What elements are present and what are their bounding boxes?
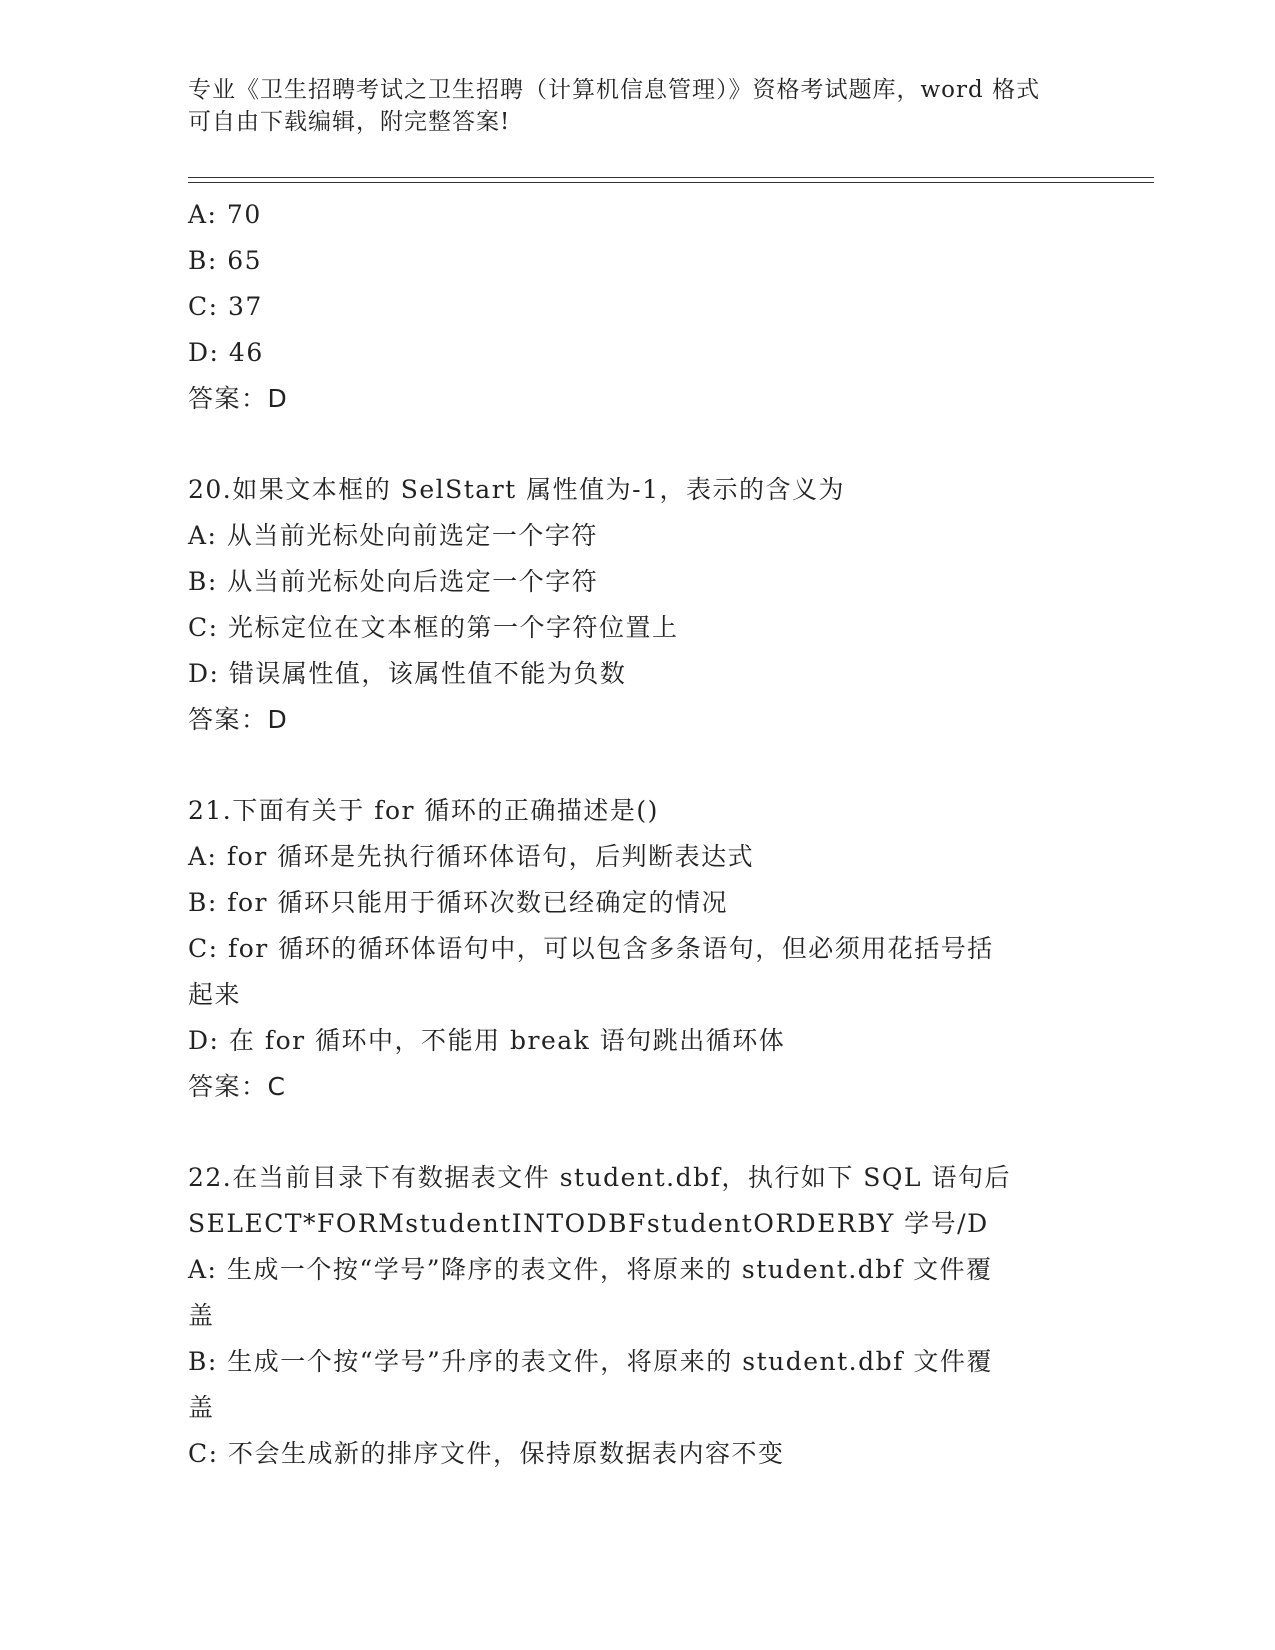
header-divider-bottom	[188, 182, 1154, 183]
option-c-line-1: C: for 循环的循环体语句中，可以包含多条语句，但必须用花括号括	[188, 934, 994, 963]
option-b: B: 65	[188, 246, 263, 275]
option-a-line-2: 盖	[188, 1301, 215, 1330]
option-d: D: 在 for 循环中，不能用 break 语句跳出循环体	[188, 1026, 786, 1055]
question-21	[188, 788, 1088, 1110]
option-c-line-2: 起来	[188, 980, 242, 1009]
question-spacer	[188, 1110, 1088, 1155]
question-list	[188, 192, 1088, 1477]
option-b-line-1: B: 生成一个按“学号”升序的表文件，将原来的 student.dbf 文件覆	[188, 1347, 993, 1376]
option-d: D: 46	[188, 338, 264, 367]
header-title-line-2: 可自由下载编辑，附完整答案!	[188, 109, 511, 135]
question-text-line-1: 22.在当前目录下有数据表文件 student.dbf，执行如下 SQL 语句后	[188, 1163, 1011, 1192]
option-a: A: 从当前光标处向前选定一个字符	[188, 521, 598, 550]
answer-line: 答案：D	[188, 384, 289, 413]
option-a: A: for 循环是先执行循环体语句，后判断表达式	[188, 842, 755, 871]
option-a: A: 70	[188, 200, 262, 229]
question-spacer	[188, 743, 1088, 788]
option-b-line-2: 盖	[188, 1393, 215, 1422]
option-b: B: for 循环只能用于循环次数已经确定的情况	[188, 888, 728, 917]
option-a-line-1: A: 生成一个按“学号”降序的表文件，将原来的 student.dbf 文件覆	[188, 1255, 993, 1284]
option-b: B: 从当前光标处向后选定一个字符	[188, 567, 599, 596]
question-spacer	[188, 422, 1088, 467]
answer-line: 答案：D	[188, 705, 289, 734]
question-text-line-2: SELECT*FORMstudentINTODBFstudentORDERBY 学号/D	[188, 1209, 989, 1238]
option-c: C: 不会生成新的排序文件，保持原数据表内容不变	[188, 1439, 785, 1468]
question-text: 20.如果文本框的 SelStart 属性值为-1，表示的含义为	[188, 475, 845, 504]
header-divider-top	[188, 177, 1154, 178]
question-19	[188, 192, 1088, 422]
question-text: 21.下面有关于 for 循环的正确描述是()	[188, 796, 659, 825]
header-title-line-1: 专业《卫生招聘考试之卫生招聘（计算机信息管理）》资格考试题库，word 格式	[188, 77, 1041, 103]
option-c: C: 37	[188, 292, 263, 321]
option-c: C: 光标定位在文本框的第一个字符位置上	[188, 613, 679, 642]
option-d: D: 错误属性值，该属性值不能为负数	[188, 659, 627, 688]
question-20	[188, 467, 1088, 743]
document-header	[188, 74, 1068, 138]
answer-line: 答案：C	[188, 1072, 287, 1101]
question-22	[188, 1155, 1088, 1477]
